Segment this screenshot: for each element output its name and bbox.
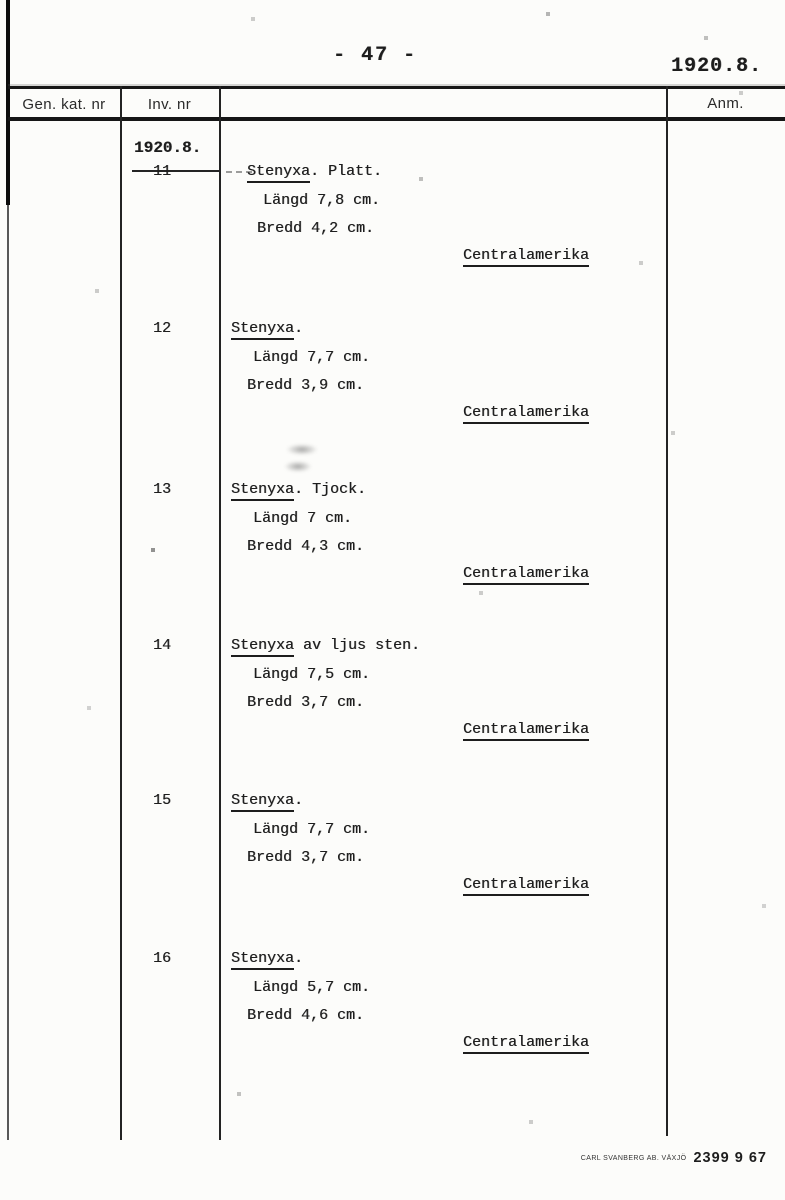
entry-length: Längd 7,7 cm.	[253, 349, 371, 366]
scan-noise-specks	[0, 0, 2, 2]
entry-inv-nr: 11	[153, 163, 172, 180]
entry-title	[231, 637, 420, 654]
entry-object-name: Stenyxa	[247, 163, 310, 183]
entry-title-suffix: . Platt.	[310, 163, 383, 180]
catalog-entry	[0, 792, 785, 902]
entry-provenance: Centralamerika	[463, 247, 589, 267]
catalog-entry	[0, 320, 785, 430]
entry-object-name: Stenyxa	[231, 481, 294, 501]
year-reference: 1920.8.	[671, 55, 763, 78]
entry-width: Bredd 4,3 cm.	[247, 538, 365, 555]
entry-length: Längd 5,7 cm.	[253, 979, 371, 996]
column-header-gen-kat-nr: Gen. kat. nr	[22, 96, 106, 113]
entry-provenance: Centralamerika	[463, 404, 589, 424]
table-header-top-rule	[8, 86, 785, 89]
entry-object-name: Stenyxa	[231, 637, 294, 657]
scan-smudge	[284, 461, 312, 472]
entry-width: Bredd 3,9 cm.	[247, 377, 365, 394]
entry-object-name: Stenyxa	[231, 320, 294, 340]
entry-title-suffix: .	[294, 950, 304, 967]
catalog-entry	[0, 481, 785, 591]
column-header-anm: Anm.	[707, 95, 744, 112]
table-header-bottom-rule	[8, 117, 785, 121]
entry-provenance: Centralamerika	[463, 721, 589, 741]
entry-title-suffix: . Tjock.	[294, 481, 367, 498]
entry-object-name: Stenyxa	[231, 950, 294, 970]
entry-title	[231, 792, 303, 809]
entry-object-name: Stenyxa	[231, 792, 294, 812]
entry-length: Längd 7,7 cm.	[253, 821, 371, 838]
entry-title-suffix: .	[294, 792, 304, 809]
entry-inv-nr: 15	[153, 792, 172, 809]
entry-width: Bredd 4,6 cm.	[247, 1007, 365, 1024]
entry-inv-nr: 13	[153, 481, 172, 498]
entry-width: Bredd 3,7 cm.	[247, 849, 365, 866]
entry-length: Längd 7,5 cm.	[253, 666, 371, 683]
entry-title-suffix: av ljus sten.	[294, 637, 421, 654]
catalog-entry	[0, 637, 785, 747]
entry-length: Längd 7 cm.	[253, 510, 353, 527]
printer-footer	[580, 1150, 767, 1166]
entry-provenance: Centralamerika	[463, 1034, 589, 1054]
column-header-inv-nr: Inv. nr	[147, 96, 192, 113]
printer-company: CARL SVANBERG AB. VÄXJÖ	[580, 1154, 687, 1162]
group-label: 1920.8.	[134, 139, 202, 157]
entry-provenance: Centralamerika	[463, 565, 589, 585]
entry-title	[231, 320, 303, 337]
entry-inv-nr: 14	[153, 637, 172, 654]
page-number: - 47 -	[332, 44, 417, 67]
entry-title	[231, 481, 366, 498]
scan-smudge	[286, 444, 318, 455]
entry-title	[231, 950, 303, 967]
entry-inv-nr: 12	[153, 320, 172, 337]
entry-width: Bredd 4,2 cm.	[257, 220, 375, 237]
printer-code: 2399 9 67	[693, 1150, 767, 1166]
catalog-entry	[0, 950, 785, 1060]
entry-width: Bredd 3,7 cm.	[247, 694, 365, 711]
catalog-entry	[0, 163, 785, 273]
entry-provenance: Centralamerika	[463, 876, 589, 896]
entry-length: Längd 7,8 cm.	[263, 192, 381, 209]
entry-title-suffix: .	[294, 320, 304, 337]
entry-inv-nr: 16	[153, 950, 172, 967]
entry-title	[247, 163, 382, 180]
